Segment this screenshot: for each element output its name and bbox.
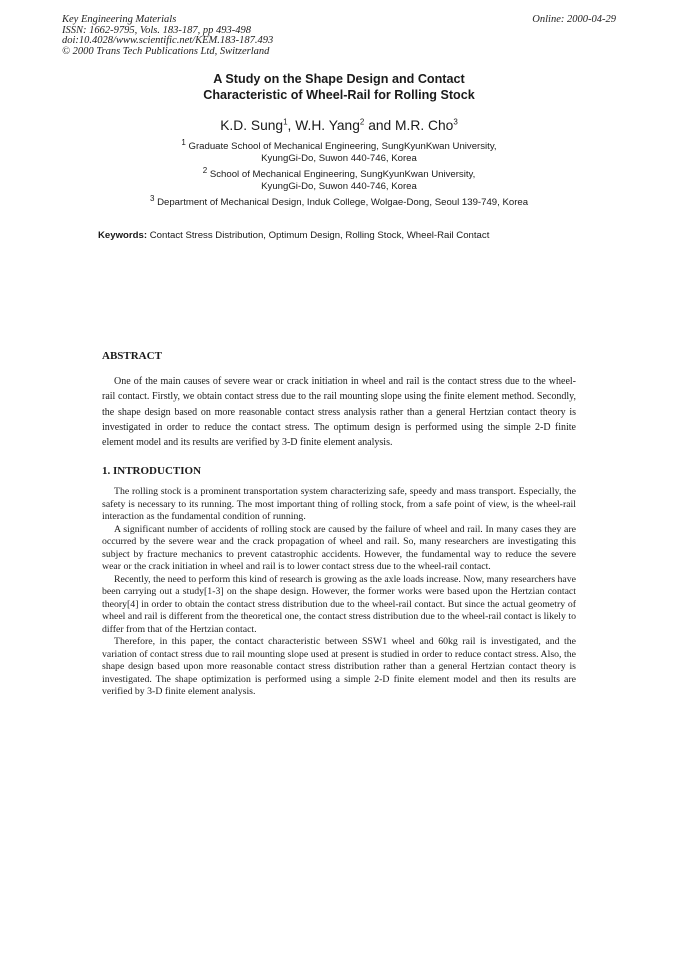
keywords-text: Contact Stress Distribution, Optimum Design, Rolling Stock, Wheel-Rail Contact xyxy=(149,230,490,241)
doi-line: doi:10.4028/www.scientific.net/KEM.183-187.493 xyxy=(62,35,274,47)
title-line-2: Characteristic of Wheel-Rail for Rolling Stock xyxy=(203,87,475,102)
author-list xyxy=(0,118,678,133)
copyright-line: © 2000 Trans Tech Publications Ltd, Switzerland xyxy=(62,45,270,57)
intro-paragraph: Therefore, in this paper, the contact characteristic between SSW1 wheel and 60kg rail is investigated, and the variation of contact stress due to rail mounting slope used at present is studied in order to reduce contact stress. Also, the shape design based upon more reasonable contact stress distribution rather than a general Hertzian contact theory is investigated. The shape optimization is performed using a simple 2-D finite element model and then its results are verified by 3-D finite element analysis. xyxy=(102,636,576,697)
affil-line: School of Mechanical Engineering, SungKyunKwan University, xyxy=(209,169,476,180)
paper-title xyxy=(0,72,678,103)
author-sep: , xyxy=(287,118,296,133)
keywords-label: Keywords: xyxy=(98,230,148,241)
affiliation-1 xyxy=(0,137,678,165)
online-date: Online: 2000-04-29 xyxy=(532,14,616,25)
keywords xyxy=(98,230,618,241)
journal-header xyxy=(62,15,273,57)
affil-sup: 3 xyxy=(149,193,155,203)
title-line-1: A Study on the Shape Design and Contact xyxy=(213,72,465,86)
affiliation-2 xyxy=(0,165,678,193)
affil-line: KyungGi-Do, Suwon 440-746, Korea xyxy=(261,153,417,164)
introduction-body xyxy=(102,486,576,699)
intro-paragraph: Recently, the need to perform this kind of research is growing as the axle loads increase. Now, many researchers have been carrying out a study[1-3] on the shape design. However, the former works were based upon the Hertzian contact theory[4] in order to obtain the contact stress distribution due to the wheel-rail contact. But since the actual geometry of wheel and rail is different from the theoretical one, the contact stress distribution due to the wheel-rail contact is likely to differ from that of the Hertzian contact. xyxy=(102,573,577,635)
intro-paragraph: The rolling stock is a prominent transportation system characterizing safe, speedy and mass transport. Especially, the safety is necessary to its running. The most important thing of rolling stock, from a safe point of view, is the wheel-rail interaction as the fundamental condition of running. xyxy=(102,486,576,522)
affil-line: Department of Mechanical Design, Induk College, Wolgae-Dong, Seoul 139-749, Korea xyxy=(157,197,529,208)
affil-sup: 1 xyxy=(181,137,186,147)
author-sup: 3 xyxy=(453,117,458,127)
affiliation-3 xyxy=(0,193,678,209)
introduction-heading: 1. INTRODUCTION xyxy=(102,465,202,477)
author-sep: and xyxy=(364,118,396,133)
journal-name: Key Engineering Materials xyxy=(62,14,177,25)
issn-line: ISSN: 1662-9795, Vols. 183-187, pp 493-498 xyxy=(62,24,251,36)
author-sup: 1 xyxy=(283,117,288,127)
affil-sup: 2 xyxy=(202,165,208,175)
author-name: W.H. Yang xyxy=(295,118,360,133)
affil-line: Graduate School of Mechanical Engineering, SungKyunKwan University, xyxy=(188,141,497,152)
abstract-heading: ABSTRACT xyxy=(102,350,162,362)
affil-line: KyungGi-Do, Suwon 440-746, Korea xyxy=(261,181,417,192)
abstract-text: One of the main causes of severe wear or crack initiation in wheel and rail is the contact stress due to the wheel-rail contact. Firstly, we obtain contact stress due to the rail mounting slope using the finite element method. Secondly, the shape design based on more reasonable contact stress analysis rather than a general Hertzian contact theory is investigated in order to reduce the contact stress. The optimum design is performed using the simple 2-D finite element model and its results are verified by 3-D finite element analysis. xyxy=(102,376,576,449)
author-name: K.D. Sung xyxy=(220,118,284,133)
intro-paragraph: A significant number of accidents of rolling stock are caused by the failure of wheel and rail. In many cases they are occurred by the severe wear and the crack propagation of wheel and rail. So, many researchers are investigating this subject by fracture mechanics to prevent catastrophic accidents. However, the fundamental way to reduce the severe wear or the crack initiation in wheel and rail is to lower contact stress due to the wheel-rail contact. xyxy=(102,523,576,572)
author-sup: 2 xyxy=(359,117,365,127)
author-name: M.R. Cho xyxy=(395,118,454,133)
